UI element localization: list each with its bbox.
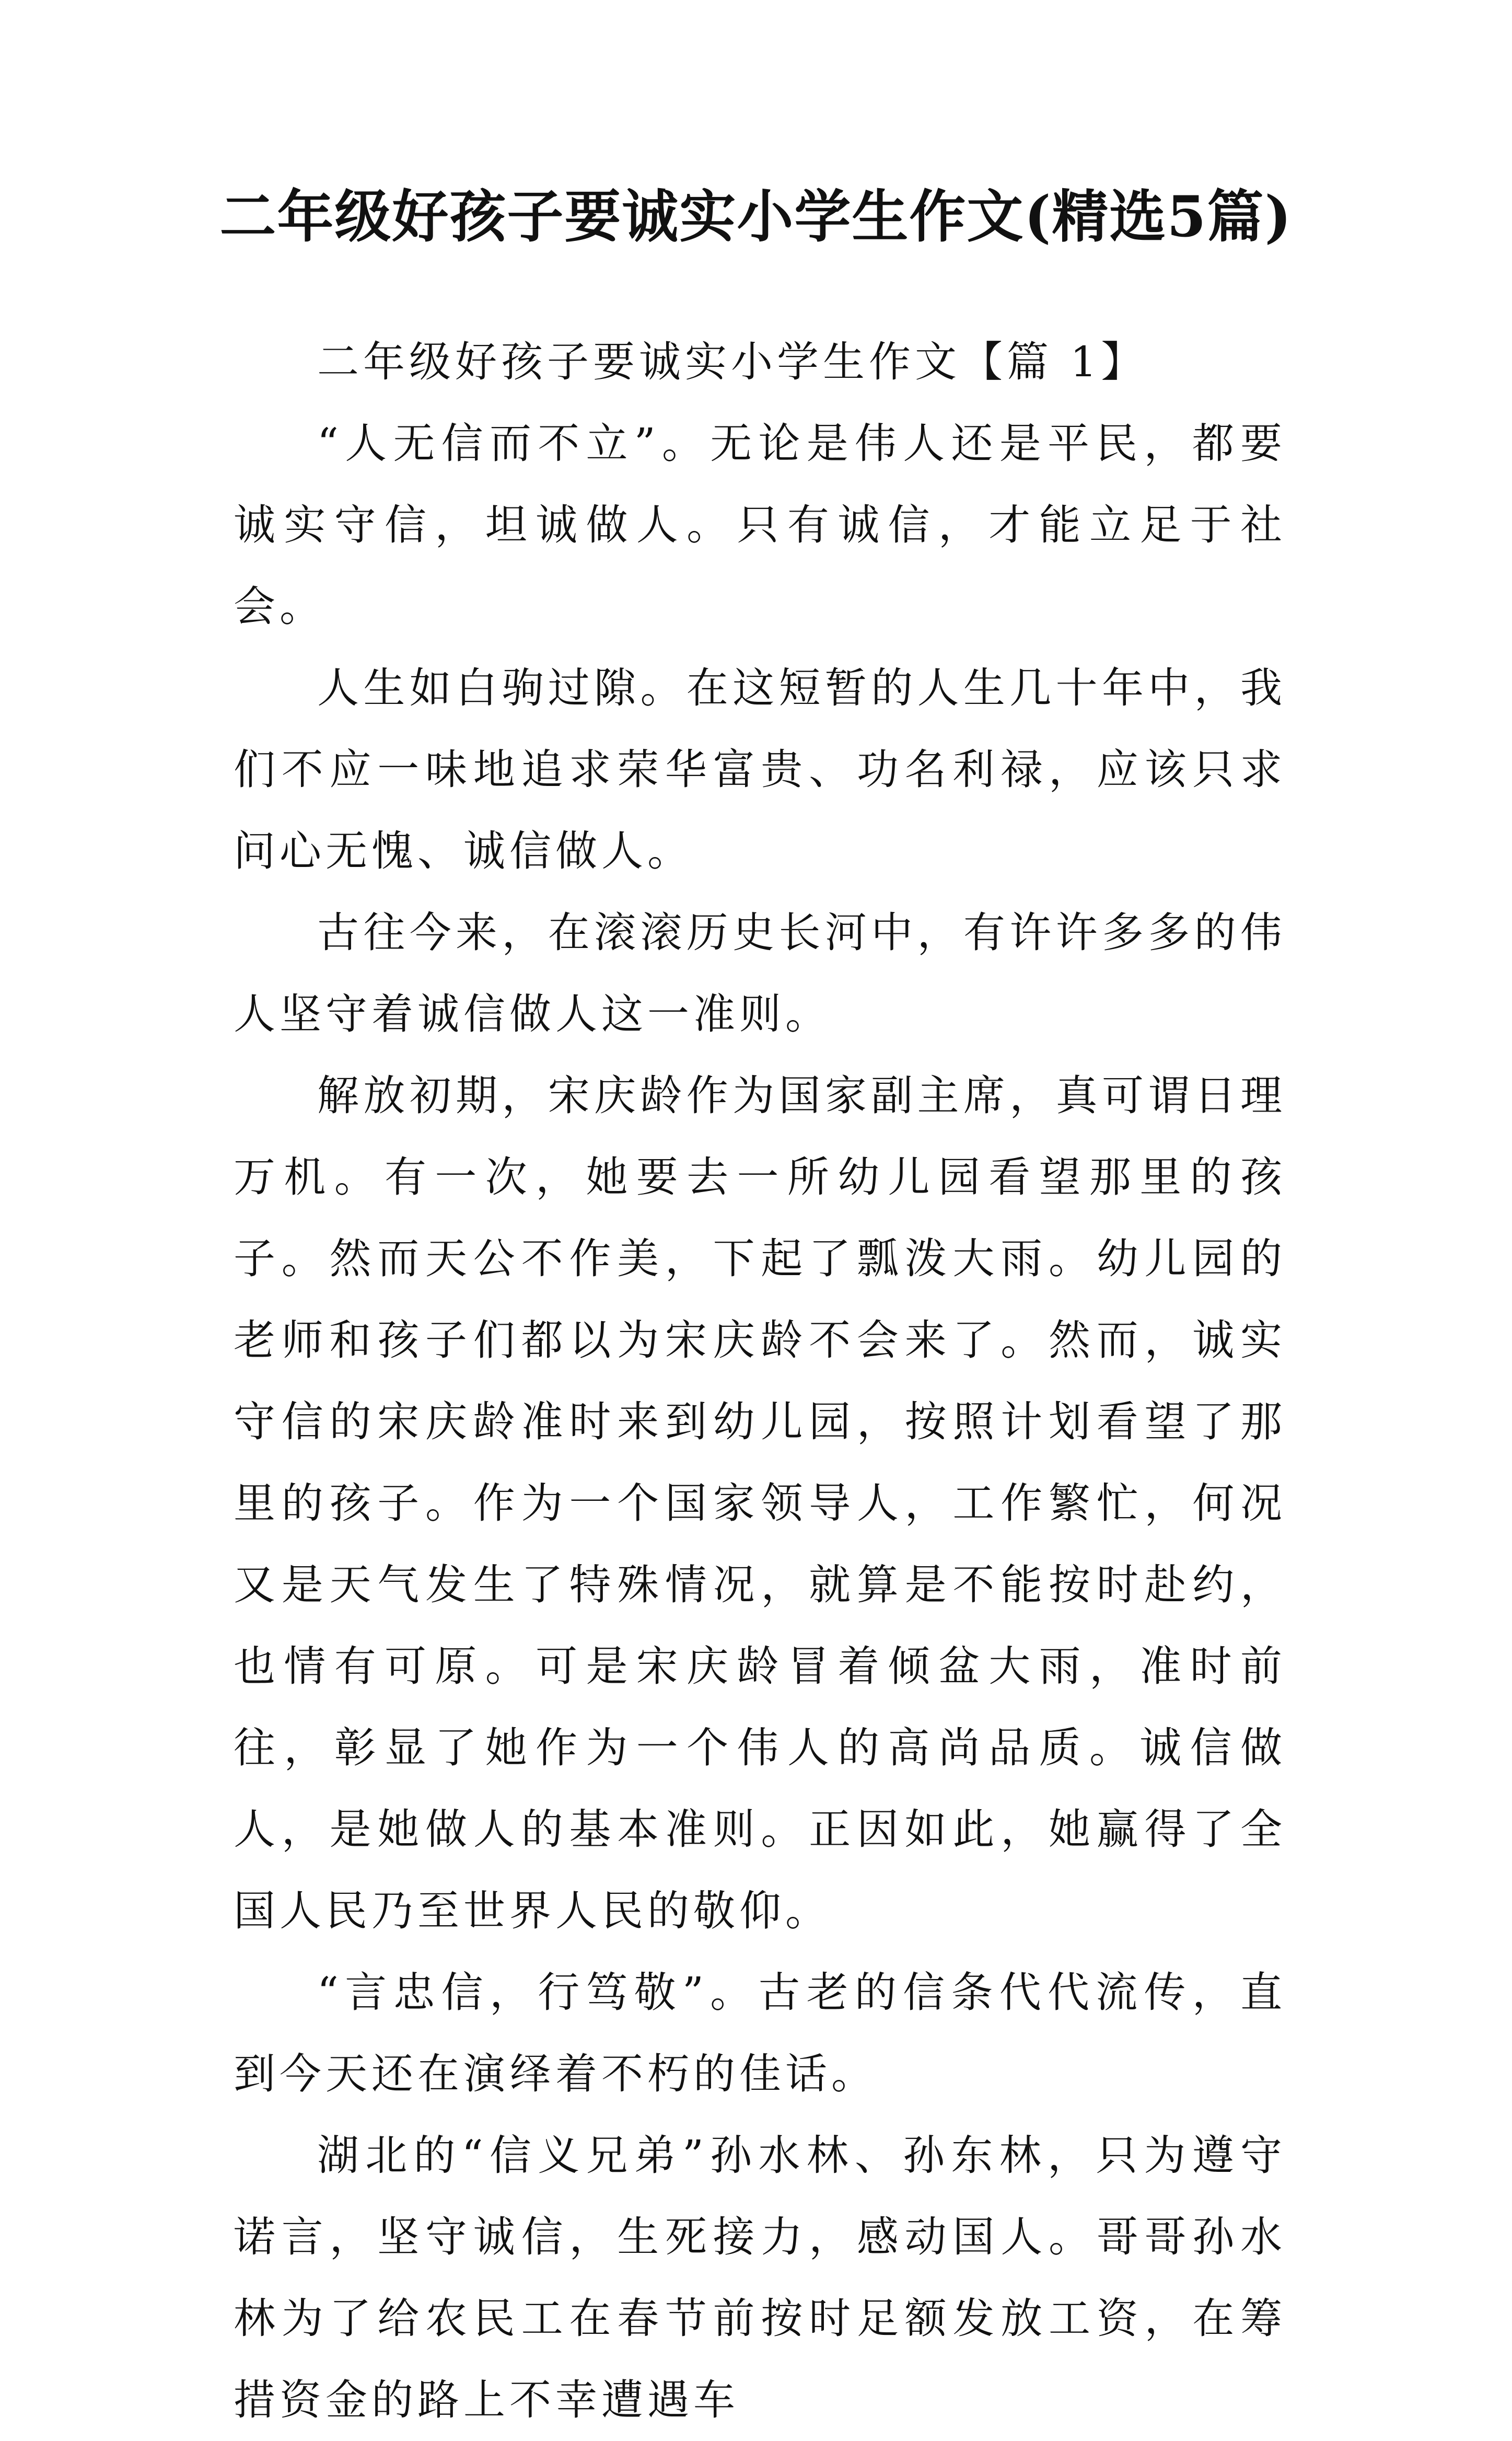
paragraph: 人生如白驹过隙。在这短暂的人生几十年中，我们不应一味地追求荣华富贵、功名利禄，应该只求问心无愧、诚信做人。 [234,664,1286,875]
paragraph: 湖北的“信义兄弟”孙水林、孙东林，只为遵守诺言，坚守诚信，生死接力，感动国人。哥哥孙水林为了给农民工在春节前按时足额发放工资，在筹措资金的路上不幸遭遇车 [234,2131,1286,2424]
paragraph: 古往今来，在滚滚历史长河中，有许许多多的伟人坚守着诚信做人这一准则。 [234,908,1286,1038]
section-heading: 二年级好孩子要诚实小学生作文【篇 1】 [317,338,1147,386]
paragraph: “人无信而不立”。无论是伟人还是平民，都要诚实守信，坦诚做人。只有诚信，才能立足于社会。 [234,419,1286,631]
paragraph: “言忠信，行笃敬”。古老的信条代代流传，直到今天还在演绎着不朽的佳话。 [234,1968,1286,2098]
document-title: 二年级好孩子要诚实小学生作文(精选5篇) [219,184,1293,250]
document-body [234,321,1286,2441]
paragraph: 解放初期，宋庆龄作为国家副主席，真可谓日理万机。有一次，她要去一所幼儿园看望那里的孩子。然而天公不作美，下起了瓢泼大雨。幼儿园的老师和孩子们都以为宋庆龄不会来了。然而，诚实守信的宋庆龄准时来到幼儿园，按照计划看望了那里的孩子。作为一个国家领导人，工作繁忙，何况又是天气发生了特殊情况，就算是不能按时赴约，也情有可原。可是宋庆龄冒着倾盆大雨，准时前往，彰显了她作为一个伟人的高尚品质。诚信做人，是她做人的基本准则。正因如此，她赢得了全国人民乃至世界人民的敬仰。 [234,1071,1286,1935]
